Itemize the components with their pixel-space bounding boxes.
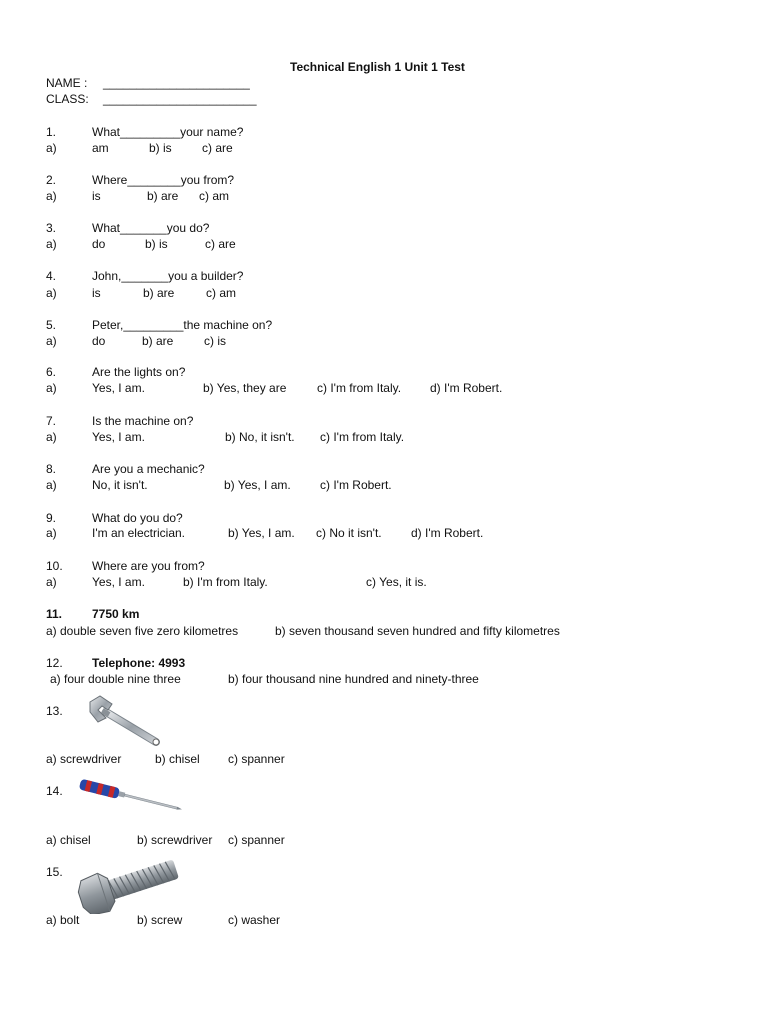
option-letter: a) bbox=[46, 381, 57, 395]
option-c[interactable]: c) No it isn't. bbox=[316, 526, 382, 540]
question-number: 7. bbox=[46, 414, 57, 428]
option-c[interactable]: c) spanner bbox=[228, 752, 285, 766]
question-text: What do you do? bbox=[92, 511, 183, 525]
option-a[interactable]: No, it isn't. bbox=[92, 478, 148, 492]
question-number: 11. bbox=[46, 607, 63, 621]
question-number: 3. bbox=[46, 221, 57, 235]
option-a[interactable]: a) bolt bbox=[46, 913, 80, 927]
option-b[interactable]: b) I'm from Italy. bbox=[183, 575, 268, 589]
option-c[interactable]: c) am bbox=[199, 189, 229, 203]
question-number: 13. bbox=[46, 704, 63, 718]
option-b[interactable]: b) screw bbox=[137, 913, 183, 927]
option-a[interactable]: Yes, I am. bbox=[92, 381, 145, 395]
option-c[interactable]: c) spanner bbox=[228, 833, 285, 847]
option-letter: a) bbox=[46, 237, 57, 251]
option-a[interactable]: do bbox=[92, 237, 106, 251]
option-b[interactable]: b) are bbox=[142, 334, 174, 348]
option-a[interactable]: is bbox=[92, 286, 101, 300]
option-b[interactable]: b) Yes, I am. bbox=[224, 478, 291, 492]
option-c[interactable]: c) are bbox=[205, 237, 236, 251]
question-text: 7750 km bbox=[92, 607, 140, 621]
option-a[interactable]: Yes, I am. bbox=[92, 430, 145, 444]
option-a[interactable]: Yes, I am. bbox=[92, 575, 145, 589]
option-letter: a) bbox=[46, 430, 57, 444]
option-c[interactable]: c) am bbox=[206, 286, 236, 300]
option-b[interactable]: b) is bbox=[149, 141, 172, 155]
page-title: Technical English 1 Unit 1 Test bbox=[290, 60, 465, 74]
question-text: John,_______you a builder? bbox=[92, 269, 244, 283]
option-b[interactable]: b) four thousand nine hundred and ninety-three bbox=[228, 672, 479, 686]
option-d[interactable]: d) I'm Robert. bbox=[430, 381, 503, 395]
spanner-image bbox=[86, 694, 166, 750]
question-text: What_________your name? bbox=[92, 125, 244, 139]
option-a[interactable]: a) double seven five zero kilometres bbox=[46, 624, 239, 638]
question-text: Where are you from? bbox=[92, 559, 205, 573]
question-number: 1. bbox=[46, 125, 57, 139]
question-text: Are you a mechanic? bbox=[92, 462, 205, 476]
option-c[interactable]: c) Yes, it is. bbox=[366, 575, 427, 589]
option-letter: a) bbox=[46, 334, 57, 348]
question-text: Are the lights on? bbox=[92, 365, 186, 379]
question-number: 2. bbox=[46, 173, 57, 187]
question-text: Peter,_________the machine on? bbox=[92, 318, 273, 332]
option-a[interactable]: do bbox=[92, 334, 106, 348]
question-number: 9. bbox=[46, 511, 57, 525]
option-b[interactable]: b) are bbox=[147, 189, 179, 203]
bolt-image bbox=[74, 852, 184, 914]
option-letter: a) bbox=[46, 478, 57, 492]
option-a[interactable]: a) chisel bbox=[46, 833, 91, 847]
option-letter: a) bbox=[46, 286, 57, 300]
option-c[interactable]: c) is bbox=[204, 334, 226, 348]
question-number: 5. bbox=[46, 318, 57, 332]
question-number: 14. bbox=[46, 784, 63, 798]
option-b[interactable]: b) chisel bbox=[155, 752, 200, 766]
question-number: 15. bbox=[46, 865, 63, 879]
option-a[interactable]: a) four double nine three bbox=[50, 672, 181, 686]
option-a[interactable]: a) screwdriver bbox=[46, 752, 122, 766]
option-c[interactable]: c) are bbox=[202, 141, 233, 155]
option-b[interactable]: b) seven thousand seven hundred and fifty kilometres bbox=[275, 624, 560, 638]
option-letter: a) bbox=[46, 526, 57, 540]
option-letter: a) bbox=[46, 575, 57, 589]
question-number: 8. bbox=[46, 462, 57, 476]
option-a[interactable]: am bbox=[92, 141, 109, 155]
option-c[interactable]: c) washer bbox=[228, 913, 281, 927]
option-c[interactable]: c) I'm from Italy. bbox=[317, 381, 402, 395]
option-b[interactable]: b) Yes, I am. bbox=[228, 526, 295, 540]
question-number: 10. bbox=[46, 559, 63, 573]
option-c[interactable]: c) I'm Robert. bbox=[320, 478, 392, 492]
question-number: 6. bbox=[46, 365, 57, 379]
option-a[interactable]: is bbox=[92, 189, 101, 203]
option-c[interactable]: c) I'm from Italy. bbox=[320, 430, 405, 444]
class-label: CLASS: bbox=[46, 92, 89, 106]
option-letter: a) bbox=[46, 189, 57, 203]
question-text: Where________you from? bbox=[92, 173, 235, 187]
name-label: NAME : bbox=[46, 76, 88, 90]
option-b[interactable]: b) Yes, they are bbox=[203, 381, 287, 395]
class-field[interactable]: _______________________ bbox=[103, 92, 257, 106]
option-d[interactable]: d) I'm Robert. bbox=[411, 526, 484, 540]
question-text: Telephone: 4993 bbox=[92, 656, 186, 670]
name-field[interactable]: ______________________ bbox=[103, 76, 250, 90]
option-b[interactable]: b) are bbox=[143, 286, 175, 300]
option-letter: a) bbox=[46, 141, 57, 155]
question-number: 12. bbox=[46, 656, 63, 670]
question-number: 4. bbox=[46, 269, 57, 283]
question-text: What_______you do? bbox=[92, 221, 210, 235]
question-text: Is the machine on? bbox=[92, 414, 194, 428]
screwdriver-image bbox=[78, 774, 188, 814]
option-b[interactable]: b) No, it isn't. bbox=[225, 430, 295, 444]
option-b[interactable]: b) is bbox=[145, 237, 168, 251]
option-b[interactable]: b) screwdriver bbox=[137, 833, 213, 847]
option-a[interactable]: I'm an electrician. bbox=[92, 526, 185, 540]
